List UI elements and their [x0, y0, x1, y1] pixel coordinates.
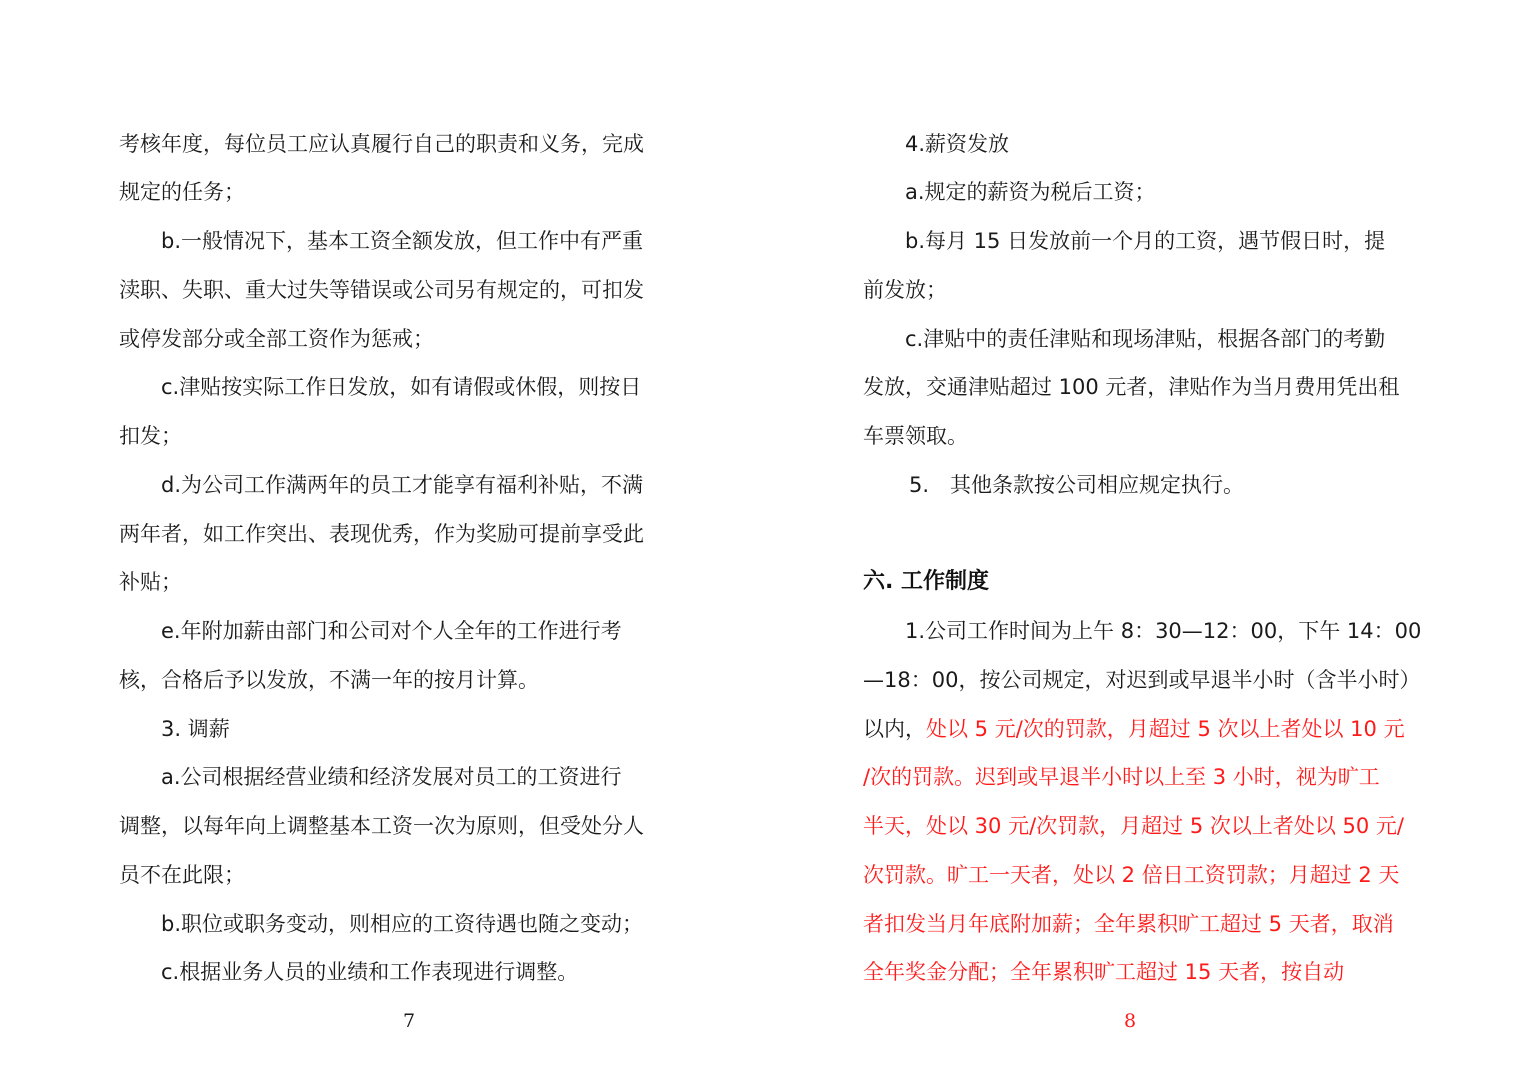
text-line: 渎职、失职、重大过失等错误或公司另有规定的，可扣发: [119, 278, 644, 302]
text-line: 1.公司工作时间为上午 8：30—12：00，下午 14：00: [905, 619, 1422, 643]
text-line: 5. 其他条款按公司相应规定执行。: [909, 473, 1245, 497]
text-line: —18：00，按公司规定，对迟到或早退半小时（含半小时）: [863, 668, 1421, 692]
text-line: 两年者，如工作突出、表现优秀，作为奖励可提前享受此: [119, 522, 644, 546]
text-line: a.公司根据经营业绩和经济发展对员工的工资进行: [161, 765, 622, 789]
text-segment: 以内，: [863, 717, 926, 741]
highlighted-text-line: 全年奖金分配；全年累积旷工超过 15 天者，按自动: [863, 960, 1345, 984]
text-line: b.一般情况下，基本工资全额发放，但工作中有严重: [161, 229, 644, 253]
text-line: c.津贴按实际工作日发放，如有请假或休假，则按日: [161, 375, 642, 399]
highlighted-text-line: 次罚款。旷工一天者，处以 2 倍日工资罚款；月超过 2 天: [863, 863, 1400, 887]
text-line: d.为公司工作满两年的员工才能享有福利补贴，不满: [161, 473, 644, 497]
text-line: b.职位或职务变动，则相应的工资待遇也随之变动；: [161, 912, 644, 936]
text-line: 核，合格后予以发放，不满一年的按月计算。: [119, 668, 539, 692]
highlighted-text-segment: 处以 5 元/次的罚款，月超过 5 次以上者处以 10 元: [926, 717, 1405, 741]
text-line: 或停发部分或全部工资作为惩戒；: [119, 327, 434, 351]
text-line: 车票领取。: [863, 424, 968, 448]
text-line: e.年附加薪由部门和公司对个人全年的工作进行考: [161, 619, 622, 643]
page-number: 7: [402, 1010, 416, 1032]
text-line: a.规定的薪资为税后工资；: [905, 180, 1156, 204]
mixed-text-line: [863, 714, 1405, 744]
text-line: 调整，以每年向上调整基本工资一次为原则，但受处分人: [119, 814, 644, 838]
highlighted-text-line: 者扣发当月年底附加薪；全年累积旷工超过 5 天者，取消: [863, 912, 1394, 936]
text-line: 扣发；: [119, 424, 182, 448]
text-line: 考核年度，每位员工应认真履行自己的职责和义务，完成: [119, 132, 644, 156]
text-line: 补贴；: [119, 570, 182, 594]
text-line: 规定的任务；: [119, 180, 245, 204]
text-line: 员不在此限；: [119, 863, 245, 887]
right-page: [759, 0, 1518, 1075]
text-line: b.每月 15 日发放前一个月的工资，遇节假日时，提: [905, 229, 1386, 253]
subsection-heading: 3. 调薪: [161, 717, 230, 741]
page-number: 8: [1123, 1010, 1137, 1032]
text-line: c.根据业务人员的业绩和工作表现进行调整。: [161, 960, 579, 984]
highlighted-text-line: 半天，处以 30 元/次罚款，月超过 5 次以上者处以 50 元/: [863, 814, 1405, 838]
text-line: 发放，交通津贴超过 100 元者，津贴作为当月费用凭出租: [863, 375, 1400, 399]
text-line: c.津贴中的责任津贴和现场津贴，根据各部门的考勤: [905, 327, 1386, 351]
text-line: 前发放；: [863, 278, 947, 302]
section-heading: 六. 工作制度: [863, 569, 990, 594]
highlighted-text-line: /次的罚款。迟到或早退半小时以上至 3 小时，视为旷工: [863, 765, 1380, 789]
subsection-heading: 4.薪资发放: [905, 132, 1010, 156]
